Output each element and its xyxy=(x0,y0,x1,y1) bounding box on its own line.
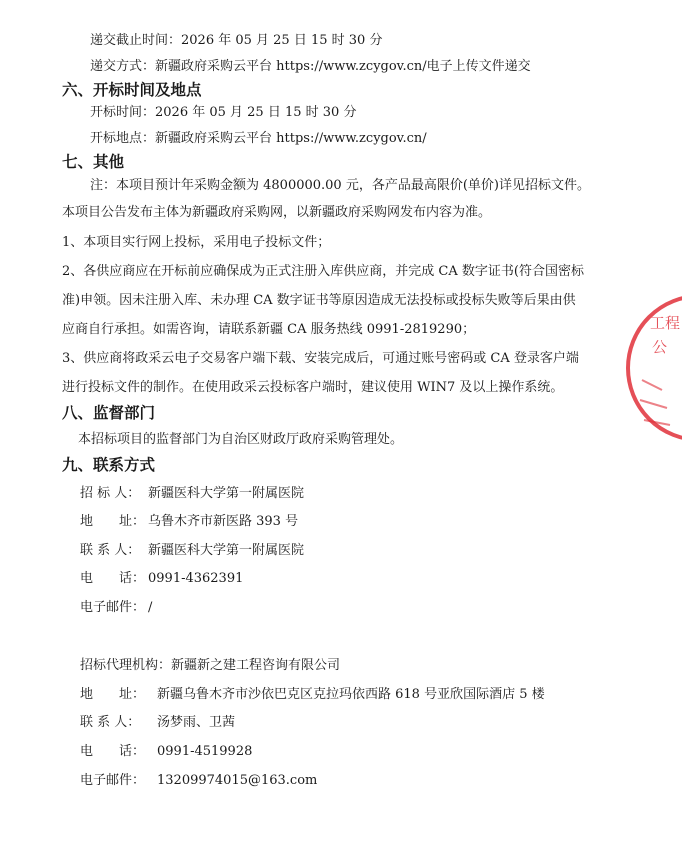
opening-place-line: 开标地点：新疆政府采购云平台 https://www.zcygov.cn/ xyxy=(90,131,427,146)
purchaser-row xyxy=(80,600,152,616)
field-value: 乌鲁木齐市新医路 393 号 xyxy=(148,514,299,529)
svg-text:公: 公 xyxy=(652,338,668,356)
purchaser-row xyxy=(80,486,304,502)
section-heading-6: 六、开标时间及地点 xyxy=(62,81,202,99)
opening-time-line: 开标时间：2026 年 05 月 25 日 15 时 30 分 xyxy=(90,105,357,120)
field-label: 电 话： xyxy=(80,571,146,586)
deadline-line: 递交截止时间：2026 年 05 月 25 日 15 时 30 分 xyxy=(90,33,383,48)
supervision-line: 本招标项目的监督部门为自治区财政厅政府采购管理处。 xyxy=(78,432,404,447)
field-value: 0991-4362391 xyxy=(148,571,244,586)
agency-row xyxy=(80,744,252,760)
field-label: 联 系 人： xyxy=(80,543,141,558)
agency-row xyxy=(80,715,235,731)
section-heading-7: 七、其他 xyxy=(62,153,125,171)
purchaser-row xyxy=(80,514,298,530)
company-seal-stamp xyxy=(622,290,682,450)
field-label: 电子邮件： xyxy=(80,600,146,615)
purchaser-row xyxy=(80,543,304,559)
field-label: 电 话： xyxy=(80,744,146,759)
purchaser-row xyxy=(80,571,243,587)
paragraph-line: 应商自行承担。如需咨询，请联系新疆 CA 服务热线 0991-2819290； xyxy=(62,322,476,337)
field-value: 13209974015@163.com xyxy=(157,773,318,788)
agency-row xyxy=(80,687,545,703)
agency-row xyxy=(80,773,317,789)
paragraph-line: 准)申领。因未注册入库、未办理 CA 数字证书等原因造成无法投标或投标失败等后果由供 xyxy=(62,293,576,308)
field-value: 新疆乌鲁木齐市沙依巴克区克拉玛依西路 618 号亚欣国际酒店 5 楼 xyxy=(157,687,545,702)
field-label: 地 址： xyxy=(80,514,146,529)
field-value: 新疆医科大学第一附属医院 xyxy=(148,543,305,558)
paragraph-line: 本项目公告发布主体为新疆政府采购网，以新疆政府采购网发布内容为准。 xyxy=(62,205,492,220)
paragraph-line: 3、供应商将政采云电子交易客户端下载、安装完成后，可通过账号密码或 CA 登录客户端 xyxy=(62,351,579,366)
field-value: / xyxy=(148,600,153,615)
field-label: 地 址： xyxy=(80,687,146,702)
note-line: 注：本项目预计年采购金额为 4800000.00 元，各产品最高限价(单价)详见招标文件。 xyxy=(90,178,590,193)
field-value: 0991-4519928 xyxy=(157,744,253,759)
field-label: 电子邮件： xyxy=(80,773,146,788)
field-label: 招 标 人： xyxy=(80,486,141,501)
section-heading-8: 八、监督部门 xyxy=(62,404,156,422)
section-heading-9: 九、联系方式 xyxy=(62,456,156,474)
submission-method-line: 递交方式：新疆政府采购云平台 https://www.zcygov.cn/电子上传文件递交 xyxy=(90,59,531,74)
field-value: 汤梦雨、卫茜 xyxy=(157,715,236,730)
field-label: 联 系 人： xyxy=(80,715,141,730)
agency-line: 招标代理机构：新疆新之建工程咨询有限公司 xyxy=(80,658,341,673)
field-value: 新疆医科大学第一附属医院 xyxy=(148,486,305,501)
paragraph-line: 2、各供应商应在开标前应确保成为正式注册入库供应商，并完成 CA 数字证书(符合国密标 xyxy=(62,264,584,279)
paragraph-line: 进行投标文件的制作。在使用政采云投标客户端时，建议使用 WIN7 及以上操作系统。 xyxy=(62,380,564,395)
svg-text:工程: 工程 xyxy=(650,314,681,332)
paragraph-line: 1、本项目实行网上投标，采用电子投标文件； xyxy=(62,235,331,250)
